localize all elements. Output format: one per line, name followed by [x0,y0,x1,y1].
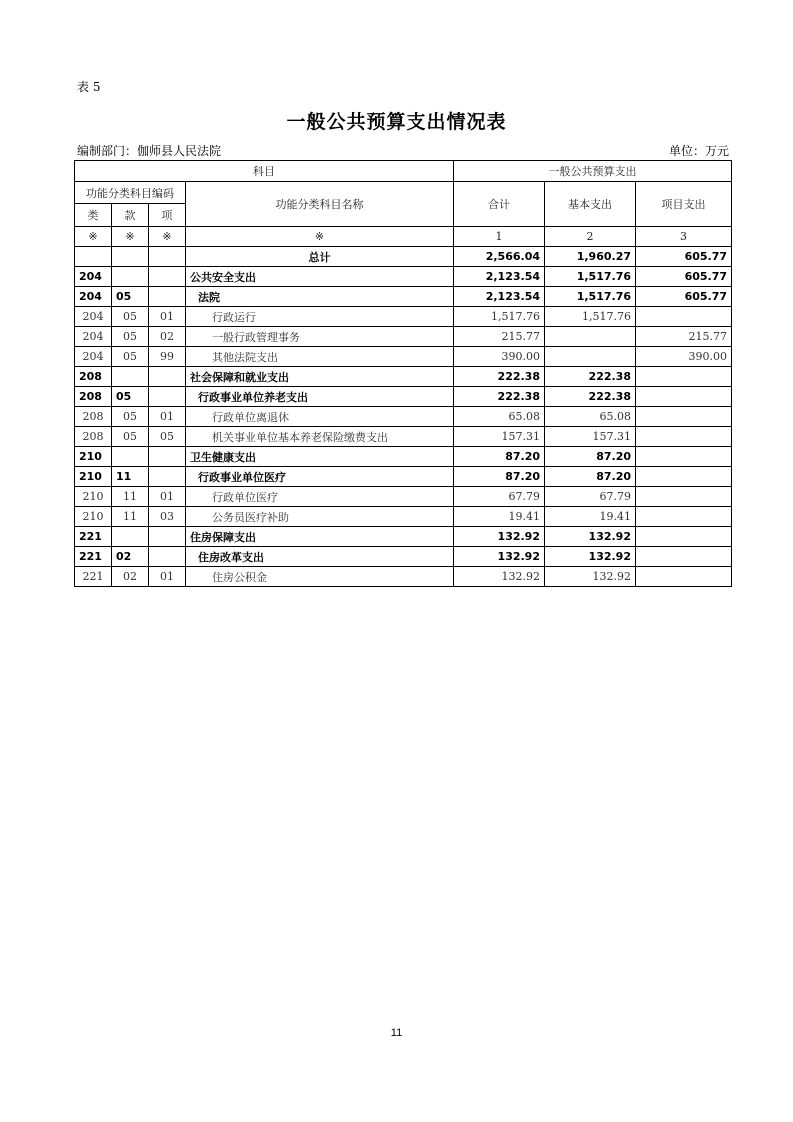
table-row [75,307,732,327]
subject-name-cell: 公务员医疗补助 [186,507,454,527]
code-kuan-cell: 05 [112,407,149,427]
code-xiang-cell: 01 [149,307,186,327]
kuan-header: 款 [112,204,149,227]
code-lei-cell: 208 [75,407,112,427]
code-kuan-cell [112,527,149,547]
total-cell: 65.08 [454,407,545,427]
code-lei-cell: 210 [75,467,112,487]
project-cell [636,367,732,387]
project-cell [636,507,732,527]
table-row [75,347,732,367]
project-cell: 390.00 [636,347,732,367]
project-cell [636,467,732,487]
code-kuan-cell: 11 [112,487,149,507]
code-kuan-cell: 05 [112,287,149,307]
total-cell: 2,566.04 [454,247,545,267]
subject-name-cell: 机关事业单位基本养老保险缴费支出 [186,427,454,447]
code-kuan-cell: 05 [112,387,149,407]
code-kuan-cell: 05 [112,307,149,327]
code-kuan-cell [112,267,149,287]
subject-name-cell: 行政单位离退休 [186,407,454,427]
total-row [75,247,732,267]
total-cell: 2,123.54 [454,287,545,307]
project-cell [636,447,732,467]
subject-name-cell: 社会保障和就业支出 [186,367,454,387]
subject-name-cell: 行政单位医疗 [186,487,454,507]
name-mark: ※ [186,227,454,247]
lei-header: 类 [75,204,112,227]
table-row [75,547,732,567]
subject-name-cell: 行政运行 [186,307,454,327]
col-3-index: 3 [636,227,732,247]
code-xiang-cell: 99 [149,347,186,367]
code-kuan-cell [112,367,149,387]
table-row [75,527,732,547]
total-cell: 2,123.54 [454,267,545,287]
basic-cell: 1,960.27 [545,247,636,267]
code-kuan-cell: 05 [112,347,149,367]
lei-mark: ※ [75,227,112,247]
code-xiang-cell [149,267,186,287]
page-title: 一般公共预算支出情况表 [286,111,507,133]
project-cell [636,407,732,427]
budget-header: 一般公共预算支出 [454,161,732,182]
code-xiang-cell: 05 [149,427,186,447]
project-cell: 215.77 [636,327,732,347]
basic-cell: 1,517.76 [545,307,636,327]
table-label: 表 5 [77,80,101,94]
basic-cell: 87.20 [545,447,636,467]
code-kuan-cell: 05 [112,327,149,347]
code-kuan-cell: 02 [112,567,149,587]
basic-header: 基本支出 [545,182,636,227]
col-1-index: 1 [454,227,545,247]
subject-header: 科目 [75,161,454,182]
subject-name-cell: 一般行政管理事务 [186,327,454,347]
table-row [75,287,732,307]
total-cell: 132.92 [454,567,545,587]
subject-name-cell: 行政事业单位养老支出 [186,387,454,407]
total-cell: 67.79 [454,487,545,507]
name-header: 功能分类科目名称 [186,182,454,227]
project-cell [636,427,732,447]
code-lei-cell: 208 [75,387,112,407]
project-cell [636,567,732,587]
code-kuan-cell: 11 [112,507,149,527]
basic-cell [545,327,636,347]
basic-cell: 222.38 [545,367,636,387]
project-cell [636,387,732,407]
code-lei-cell: 204 [75,287,112,307]
code-lei-cell: 210 [75,447,112,467]
total-cell: 215.77 [454,327,545,347]
project-cell: 605.77 [636,247,732,267]
code-xiang-cell [149,467,186,487]
unit-label: 单位：万元 [668,144,729,158]
code-xiang-cell [149,387,186,407]
total-cell: 1,517.76 [454,307,545,327]
subject-name-cell: 法院 [186,287,454,307]
basic-cell: 222.38 [545,387,636,407]
total-cell: 87.20 [454,447,545,467]
table-row [75,387,732,407]
code-xiang-cell [149,447,186,467]
page-number: 11 [390,1027,403,1039]
code-lei-cell: 208 [75,427,112,447]
total-cell: 222.38 [454,387,545,407]
total-cell: 132.92 [454,547,545,567]
table-row [75,427,732,447]
header-row-1 [75,161,732,182]
xiang-mark: ※ [149,227,186,247]
code-xiang-cell: 02 [149,327,186,347]
project-cell: 605.77 [636,287,732,307]
table-row [75,487,732,507]
project-cell [636,307,732,327]
code-xiang-cell [149,527,186,547]
code-xiang-cell [149,287,186,307]
basic-cell: 132.92 [545,547,636,567]
code-lei-cell: 221 [75,527,112,547]
code-xiang-cell: 01 [149,487,186,507]
table-row [75,447,732,467]
department-label: 编制部门：伽师县人民法院 [77,144,222,158]
subject-name-cell: 卫生健康支出 [186,447,454,467]
kuan-mark: ※ [112,227,149,247]
header-row-marks [75,227,732,247]
code-lei-cell: 204 [75,347,112,367]
code-lei-cell: 204 [75,327,112,347]
project-cell: 605.77 [636,267,732,287]
budget-table [74,160,732,587]
basic-cell: 132.92 [545,567,636,587]
total-cell: 222.38 [454,367,545,387]
project-header: 项目支出 [636,182,732,227]
subject-name-cell: 其他法院支出 [186,347,454,367]
total-cell: 19.41 [454,507,545,527]
table-row [75,327,732,347]
code-xiang-cell [149,247,186,267]
table-row [75,567,732,587]
code-xiang-cell: 01 [149,567,186,587]
xiang-header: 项 [149,204,186,227]
table-row [75,507,732,527]
code-lei-cell: 210 [75,507,112,527]
basic-cell: 157.31 [545,427,636,447]
code-lei-cell: 221 [75,567,112,587]
code-kuan-cell: 05 [112,427,149,447]
basic-cell: 65.08 [545,407,636,427]
basic-cell: 1,517.76 [545,267,636,287]
table-row [75,267,732,287]
code-lei-cell: 210 [75,487,112,507]
code-xiang-cell [149,547,186,567]
code-lei-cell: 204 [75,307,112,327]
total-cell: 87.20 [454,467,545,487]
project-cell [636,527,732,547]
code-lei-cell: 208 [75,367,112,387]
table-row [75,367,732,387]
code-kuan-cell [112,247,149,267]
basic-cell: 67.79 [545,487,636,507]
code-xiang-cell: 01 [149,407,186,427]
header-row-2 [75,182,732,204]
code-lei-cell: 204 [75,267,112,287]
project-cell [636,487,732,507]
code-xiang-cell: 03 [149,507,186,527]
subject-name-cell: 行政事业单位医疗 [186,467,454,487]
subject-name-cell: 住房公积金 [186,567,454,587]
code-group-header: 功能分类科目编码 [75,182,186,204]
subject-name-cell: 总计 [186,247,454,267]
col-2-index: 2 [545,227,636,247]
project-cell [636,547,732,567]
code-xiang-cell [149,367,186,387]
table-row [75,467,732,487]
code-lei-cell: 221 [75,547,112,567]
basic-cell: 87.20 [545,467,636,487]
basic-cell: 19.41 [545,507,636,527]
subject-name-cell: 住房改革支出 [186,547,454,567]
basic-cell: 1,517.76 [545,287,636,307]
subject-name-cell: 住房保障支出 [186,527,454,547]
basic-cell [545,347,636,367]
code-lei-cell [75,247,112,267]
total-header: 合计 [454,182,545,227]
total-cell: 390.00 [454,347,545,367]
code-kuan-cell: 02 [112,547,149,567]
table-row [75,407,732,427]
code-kuan-cell: 11 [112,467,149,487]
code-kuan-cell [112,447,149,467]
total-cell: 157.31 [454,427,545,447]
subject-name-cell: 公共安全支出 [186,267,454,287]
total-cell: 132.92 [454,527,545,547]
basic-cell: 132.92 [545,527,636,547]
